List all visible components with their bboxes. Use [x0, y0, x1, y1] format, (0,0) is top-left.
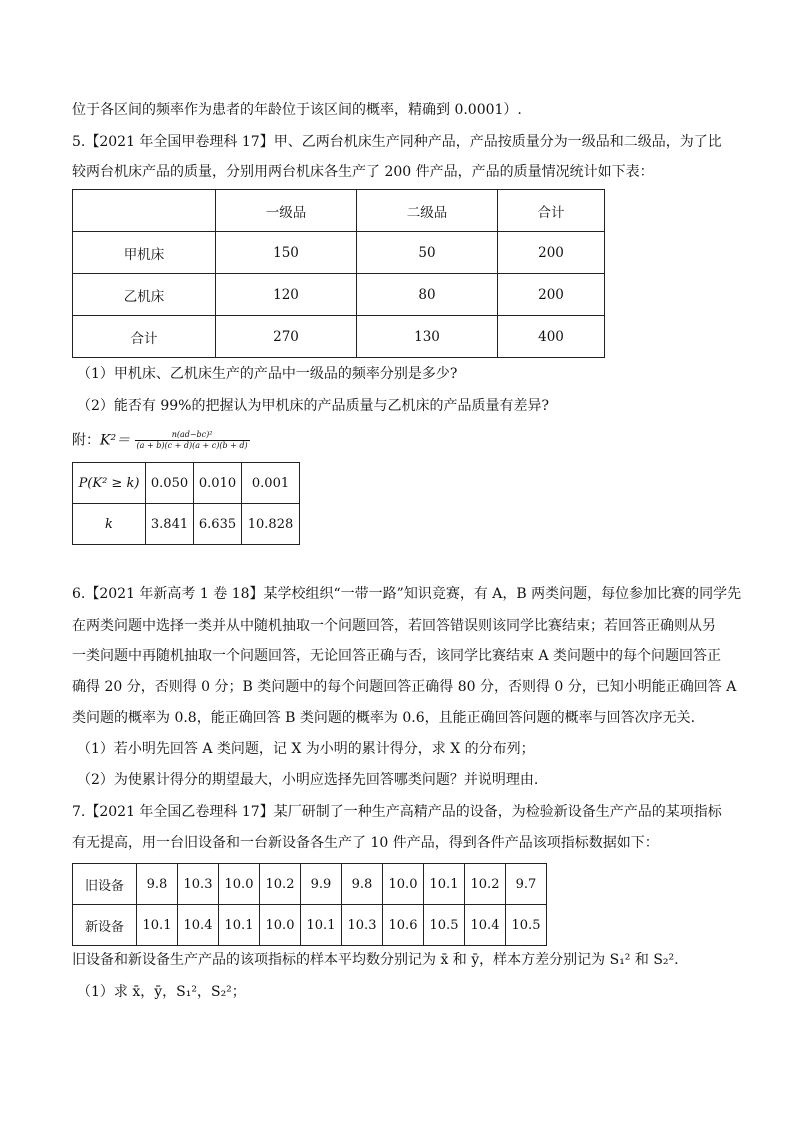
table-cell: k — [73, 504, 146, 545]
table-cell: 10.1 — [219, 905, 260, 946]
table-cell: 旧设备 — [73, 864, 137, 905]
question-5-stem-cont: 较两台机床产品的质量，分别用两台机床各生产了 200 件产品，产品的质量情况统计如下表： — [72, 164, 654, 180]
question-7-part-1: （1）求 x̄，ȳ，S₁²，S₂²； — [77, 984, 246, 1000]
question-5-stem: 5.【2021 年全国甲卷理科 17】甲、乙两台机床生产同种产品，产品按质量分为一级品和二级品，为了比 — [72, 134, 722, 150]
question-6-part-1: （1）若小明先回答 A 类问题，记 X 为小明的累计得分，求 X 的分布列； — [77, 741, 535, 757]
table-cell: 乙机床 — [73, 274, 216, 316]
table-cell: 10.1 — [137, 905, 178, 946]
table-cell: 9.7 — [506, 864, 547, 905]
question-6-part-2: （2）为使累计得分的期望最大，小明应选择先回答哪类问题？并说明理由. — [77, 772, 539, 788]
table-cell: 0.010 — [194, 463, 242, 504]
table-cell: 一级品 — [216, 190, 357, 232]
table-row — [73, 232, 605, 274]
table-cell: 10.0 — [383, 864, 424, 905]
question-5-part-2: （2）能否有 99%的把握认为甲机床的产品质量与乙机床的产品质量有差异? — [77, 398, 549, 414]
table-cell: 400 — [498, 316, 605, 358]
device-data-table — [72, 863, 547, 946]
formula-denominator: (a + b)(c + d)(a + c)(b + d) — [136, 441, 248, 450]
table-cell: 120 — [216, 274, 357, 316]
table-cell: 6.635 — [194, 504, 242, 545]
table-cell: 10.1 — [424, 864, 465, 905]
table-cell: 200 — [498, 232, 605, 274]
table-cell: 合计 — [73, 316, 216, 358]
table-cell: 甲机床 — [73, 232, 216, 274]
table-cell: 10.6 — [383, 905, 424, 946]
table-cell: 10.4 — [178, 905, 219, 946]
table-row — [73, 504, 300, 545]
question-7-stem: 7.【2021 年全国乙卷理科 17】某厂研制了一种生产高精产品的设备，为检验新设备生产产品的某项指标 — [72, 804, 722, 820]
formula-fraction — [135, 430, 250, 451]
formula-lhs: K²＝ — [100, 432, 131, 449]
table-row — [73, 316, 605, 358]
table-cell: 0.001 — [242, 463, 300, 504]
table-cell: 10.2 — [260, 864, 301, 905]
question-5-part-1: （1）甲机床、乙机床生产的产品中一级品的频率分别是多少? — [77, 366, 458, 382]
table-cell: 0.050 — [146, 463, 194, 504]
table-cell: 80 — [357, 274, 498, 316]
question-6-stem-cont: 一类问题中再随机抽取一个问题回答，无论回答正确与否，该同学比赛结束 A 类问题中的每个问题回答正 — [72, 648, 722, 664]
table-cell: 新设备 — [73, 905, 137, 946]
table-cell: 10.0 — [260, 905, 301, 946]
table-cell: 9.9 — [301, 864, 342, 905]
table-cell: 150 — [216, 232, 357, 274]
quality-table — [72, 189, 605, 358]
critical-value-table — [72, 462, 300, 545]
table-cell: 合计 — [498, 190, 605, 232]
table-row — [73, 274, 605, 316]
table-row — [73, 864, 547, 905]
table-cell: 10.3 — [178, 864, 219, 905]
question-6-stem: 6.【2021 年新高考 1 卷 18】某学校组织“一带一路”知识竞赛，有 A，B 两类问题，每位参加比赛的同学先 — [72, 586, 742, 602]
table-cell: 10.5 — [506, 905, 547, 946]
question-6-stem-cont: 确得 20 分，否则得 0 分；B 类问题中的每个问题回答正确得 80 分，否则得 0 分，已知小明能正确回答 A — [72, 679, 737, 695]
formula-prefix: 附： — [72, 432, 100, 449]
table-row — [73, 905, 547, 946]
table-cell: 10.0 — [219, 864, 260, 905]
table-cell: 10.3 — [342, 905, 383, 946]
table-cell: 10.5 — [424, 905, 465, 946]
table-cell: 270 — [216, 316, 357, 358]
text-line: 位于各区间的频率作为患者的年龄位于该区间的概率，精确到 0.0001）. — [72, 102, 522, 118]
table-header-row — [73, 190, 605, 232]
table-cell: 二级品 — [357, 190, 498, 232]
table-cell: 130 — [357, 316, 498, 358]
question-6-stem-cont: 类问题的概率为 0.8，能正确回答 B 类问题的概率为 0.6，且能正确回答问题的概率与回答次序无关. — [72, 710, 696, 726]
table-cell: 9.8 — [137, 864, 178, 905]
question-7-stem-cont: 旧设备和新设备生产产品的该项指标的样本平均数分别记为 x̄ 和 ȳ，样本方差分别记为 S₁² 和 S₂². — [72, 952, 679, 968]
table-cell: 10.1 — [301, 905, 342, 946]
table-cell: 50 — [357, 232, 498, 274]
table-cell: 200 — [498, 274, 605, 316]
table-cell: 10.2 — [465, 864, 506, 905]
table-cell: 10.4 — [465, 905, 506, 946]
table-cell: 3.841 — [146, 504, 194, 545]
table-cell: 10.828 — [242, 504, 300, 545]
question-6-stem-cont: 在两类问题中选择一类并从中随机抽取一个问题回答，若回答错误则该同学比赛结束；若回答正确则从另 — [72, 618, 716, 634]
table-cell: P(K² ≥ k) — [73, 463, 146, 504]
formula-numerator: n(ad−bc)² — [135, 430, 250, 441]
table-row — [73, 463, 300, 504]
question-7-stem-cont: 有无提高，用一台旧设备和一台新设备各生产了 10 件产品，得到各件产品该项指标数据如下： — [72, 835, 659, 851]
formula-line — [72, 430, 732, 451]
table-cell — [73, 190, 216, 232]
table-cell: 9.8 — [342, 864, 383, 905]
